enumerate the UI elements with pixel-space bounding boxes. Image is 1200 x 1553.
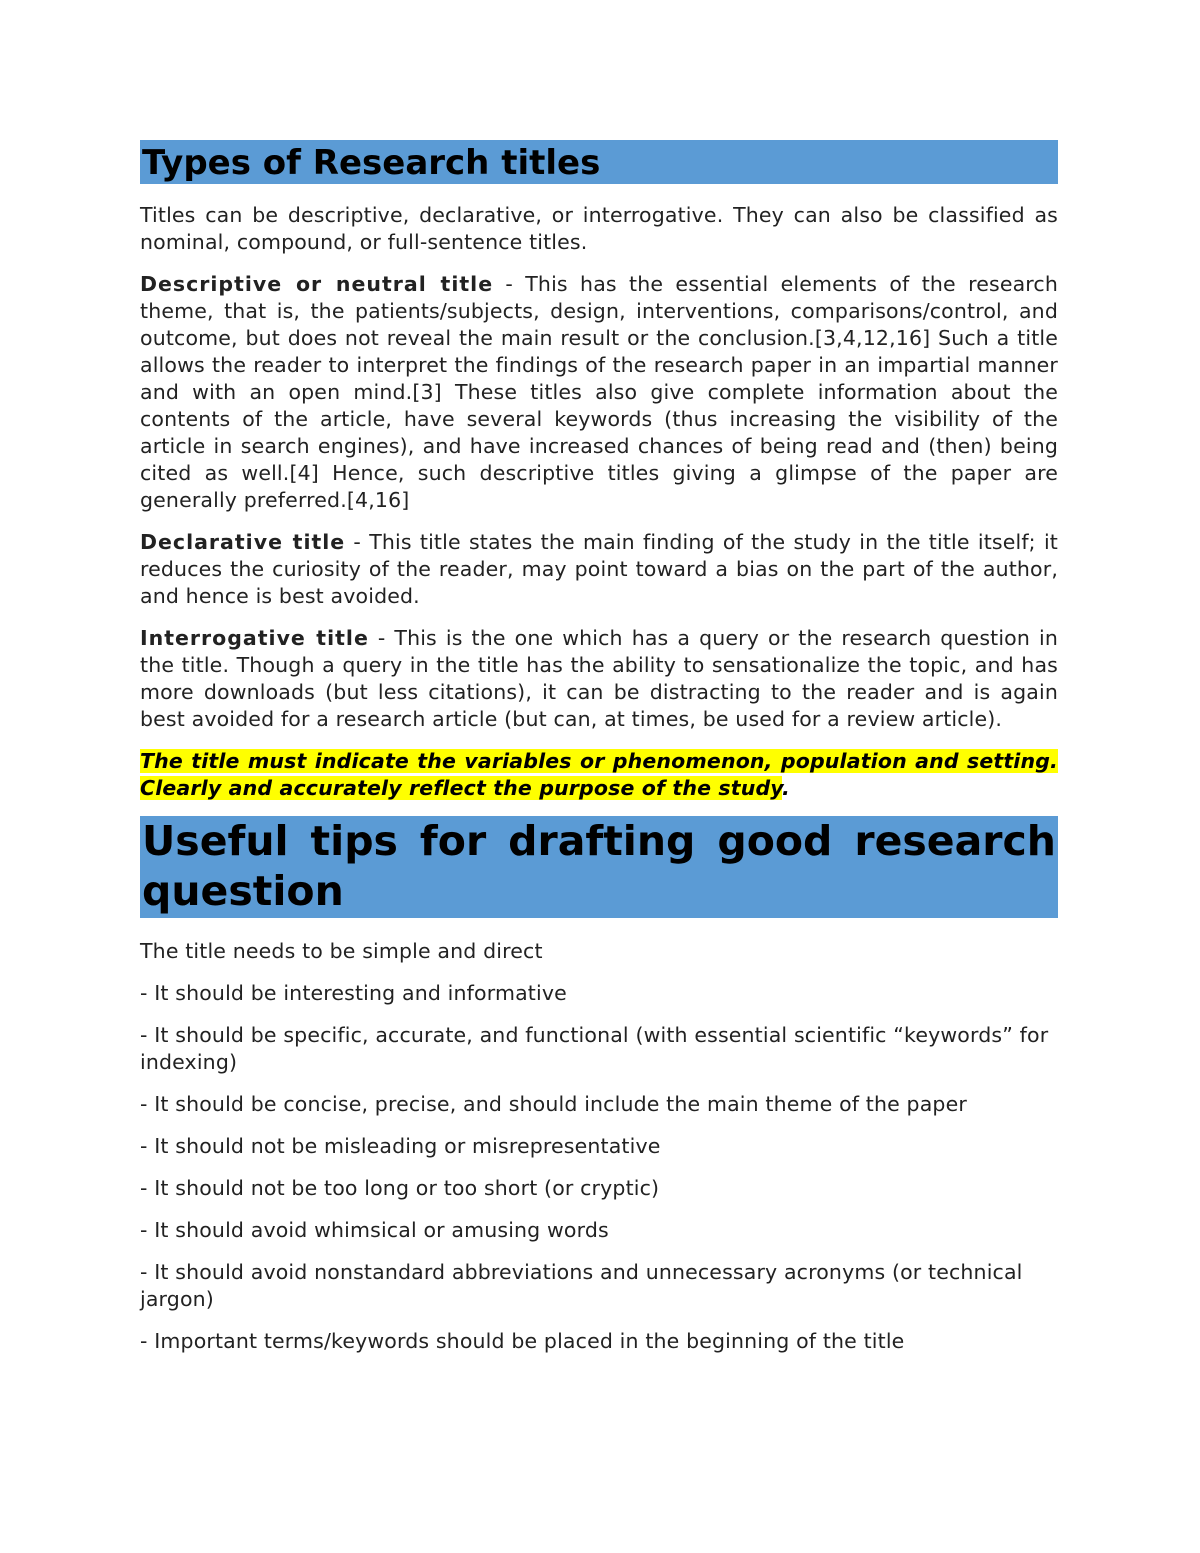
heading-useful-tips: Useful tips for drafting good research question	[140, 816, 1058, 918]
tip-item: - It should not be too long or too short (or cryptic)	[140, 1176, 660, 1200]
tip-item: - It should avoid nonstandard abbreviations and unnecessary acronyms (or technical jargon)	[140, 1260, 1023, 1311]
document-body	[140, 140, 1058, 1355]
interrogative-term: Interrogative title	[140, 626, 369, 650]
declarative-term: Declarative title	[140, 530, 346, 554]
descriptive-paragraph	[140, 271, 1058, 514]
intro-paragraph: Titles can be descriptive, declarative, or interrogative. They can also be classified as nominal, compound, or full-sentence titles.	[140, 203, 1058, 254]
declarative-paragraph	[140, 529, 1058, 610]
interrogative-text: - This is the one which has a query or the research question in the title. Though a query in the title has the ability to sensationalize the topic, and has more downloads (but less citations), it can be distracting to the reader and is again best avoided for a research article (but can, at times, be used for a review article).	[140, 626, 1058, 731]
highlighted-note	[140, 748, 1058, 802]
tip-item: - It should be specific, accurate, and functional (with essential scientific “keywords” for indexing)	[140, 1023, 1049, 1074]
tip-item: - It should not be misleading or misrepresentative	[140, 1134, 661, 1158]
tip-item: - It should avoid whimsical or amusing words	[140, 1218, 609, 1242]
highlighted-end: .	[781, 776, 790, 800]
declarative-text: - This title states the main finding of the study in the title itself; it reduces the curiosity of the reader, may point toward a bias on the part of the author, and hence is best avoided.	[140, 530, 1058, 608]
descriptive-text: - This has the essential elements of the research theme, that is, the patients/subjects, design, interventions, comparisons/control, and outcome, but does not reveal the main result or the conclusion.[3,4,12,16] Such a title allows the reader to interpret the findings of the research paper in an impartial manner and with an open mind.[3] These titles also give complete information about the contents of the article, have several keywords (thus increasing the visibility of the article in search engines), and have increased chances of being read and (then) being cited as well.[4] Hence, such descriptive titles giving a glimpse of the paper are generally preferred.[4,16]	[140, 272, 1059, 512]
tip-item: - It should be concise, precise, and should include the main theme of the paper	[140, 1092, 967, 1116]
descriptive-term: Descriptive or neutral title	[140, 272, 494, 296]
highlighted-text: The title must indicate the variables or phenomenon, population and setting. Clearly and accurately reflect the purpose of the study	[140, 749, 1058, 800]
tip-item: - Important terms/keywords should be placed in the beginning of the title	[140, 1329, 905, 1353]
tip-item: The title needs to be simple and direct	[140, 939, 543, 963]
interrogative-paragraph	[140, 625, 1058, 733]
tip-item: - It should be interesting and informative	[140, 981, 567, 1005]
heading-types-of-research-titles: Types of Research titles	[140, 140, 1058, 184]
tips-list	[140, 938, 1058, 1355]
